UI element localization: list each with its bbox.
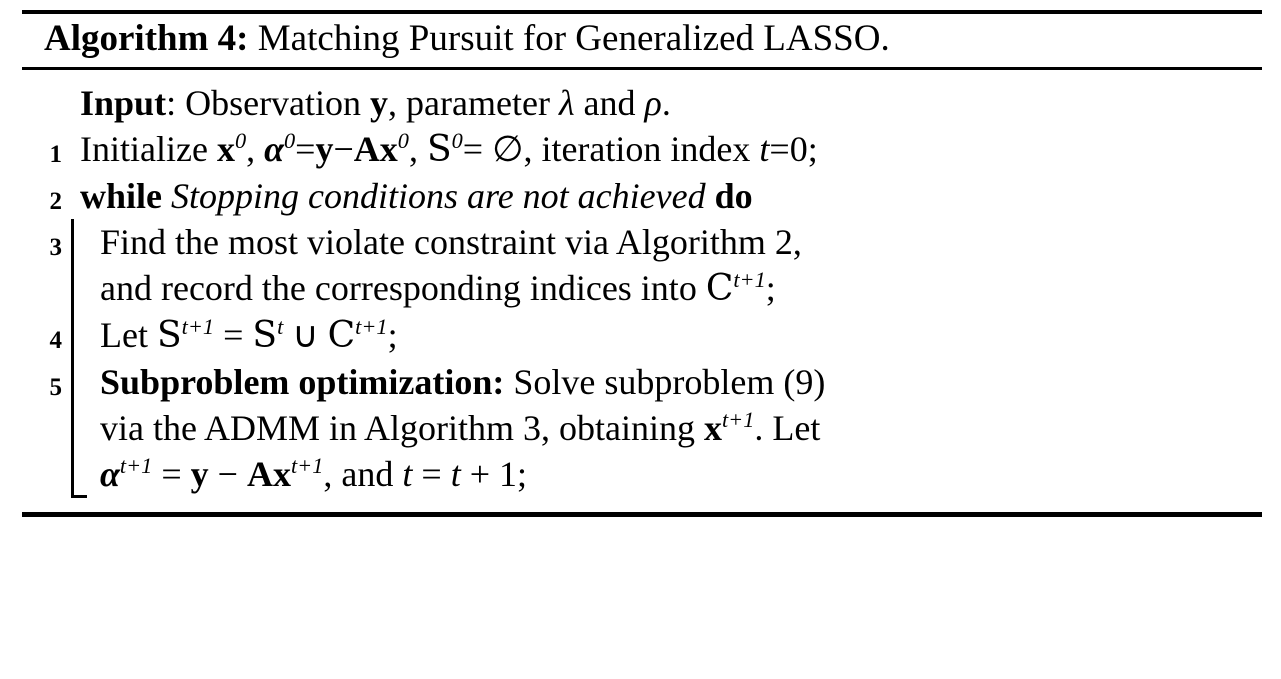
algorithm-line-2	[22, 173, 1262, 219]
line-5-content: Subproblem optimization: Solve subproblem (9) via the ADMM in Algorithm 3, obtaining $x^{t+1}$. Let $\alpha^{t+1} = y - Ax^{t+1}$, and t = t + 1;	[100, 362, 826, 495]
while-condition: Stopping conditions are not achieved	[171, 176, 706, 216]
line-number-1: 1	[49, 140, 62, 168]
loop-indent-guide	[62, 312, 82, 359]
symbol-rho: ρ	[644, 82, 662, 123]
while-keyword: while	[80, 176, 163, 216]
algorithm-title: Matching Pursuit for Generalized LASSO.	[257, 18, 890, 59]
line-3-content: Find the most violate constraint via Algorithm 2, and record the corresponding indices into $C^{t+1}$;	[100, 222, 802, 310]
line-1-content: Initialize $x^0$, $\alpha^0=y-Ax^0$, $S^0=$ ∅, iteration index t=0;	[80, 127, 818, 170]
input-text-1: Observation	[185, 82, 371, 123]
line-2-content	[62, 173, 1262, 219]
input-colon: :	[166, 82, 186, 123]
algorithm-input-line	[22, 80, 1262, 126]
line-4-content: Let $S^{t+1} = S^t$ ∪ $C^{t+1}$;	[100, 314, 398, 357]
do-keyword: do	[714, 176, 753, 216]
algorithm-line-1	[22, 126, 1262, 173]
loop-indent-guide-end	[62, 359, 82, 497]
input-text-2: , parameter	[388, 82, 559, 123]
input-content	[62, 80, 1262, 126]
algorithm-caption	[22, 14, 1262, 67]
bottom-rule	[22, 512, 1262, 517]
symbol-y: y	[370, 82, 389, 123]
line-number-3: 3	[49, 234, 62, 262]
input-keyword: Input	[80, 82, 167, 123]
symbol-lambda: λ	[558, 82, 575, 123]
algorithm-body	[22, 70, 1262, 512]
loop-indent-guide	[62, 219, 82, 312]
input-text-3: and	[574, 82, 645, 123]
line-number-2: 2	[49, 188, 62, 215]
subproblem-label: Subproblem optimization:	[100, 362, 505, 403]
algorithm-label: Algorithm 4:	[44, 18, 249, 59]
line-number-5: 5	[49, 374, 62, 402]
algorithm-line-4	[22, 312, 1262, 359]
algorithm-block	[22, 10, 1262, 517]
input-text-4: .	[661, 82, 671, 123]
algorithm-line-3	[22, 219, 1262, 312]
algorithm-line-5	[22, 359, 1262, 497]
line-number-blank	[22, 80, 62, 93]
line-number-4: 4	[49, 327, 62, 355]
